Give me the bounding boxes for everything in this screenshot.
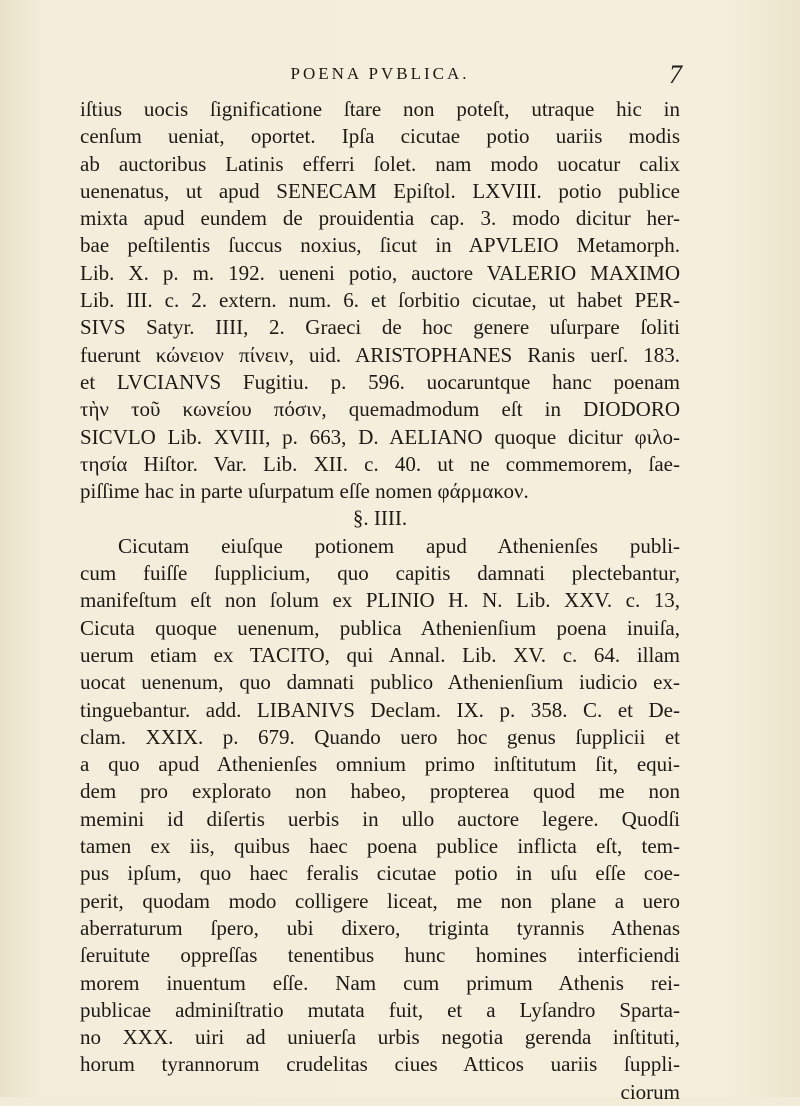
text-line: mixta apud eundem de prouidentia cap. 3. modo dicitur her-	[80, 206, 680, 231]
text-line: aberraturum ſpero, ubi dixero, triginta tyrannis Athenas	[80, 915, 680, 940]
text-line: clam. XXIX. p. 679. Quando uero hoc genus ſupplicii et	[80, 724, 680, 749]
section-heading: §. IIII.	[352, 506, 408, 531]
page-number: 7	[669, 60, 682, 89]
text-line: piſſime hac in parte uſurpatum eſſe nomen φάρμακον.	[80, 479, 529, 504]
page-header	[80, 62, 680, 90]
text-line: morem inuentum eſſe. Nam cum primum Athenis rei-	[80, 970, 680, 995]
text-line: Cicutam eiuſque potionem apud Athenienſes publi-	[118, 533, 680, 558]
text-line: cenſum ueniat, oportet. Ipſa cicutae potio uariis modis	[80, 124, 680, 149]
text-line: dem pro explorato non habeo, propterea quod me non	[80, 779, 680, 804]
text-line: SIVS Satyr. IIII, 2. Graeci de hoc genere uſurpare ſoliti	[80, 315, 680, 340]
text-line: ſeruitute oppreſſas tenentibus hunc homines interficiendi	[80, 943, 680, 968]
text-line: et LVCIANVS Fugitiu. p. 596. uocaruntque hanc poenam	[80, 369, 680, 394]
text-line: a quo apud Athenienſes omnium primo inſtitutum ſit, equi-	[80, 752, 680, 777]
text-line: ab auctoribus Latinis efferri ſolet. nam modo uocatur calix	[80, 151, 680, 176]
text-line: bae peſtilentis ſuccus noxius, ſicut in APVLEIO Metamorph.	[80, 233, 680, 258]
text-line: horum tyrannorum crudelitas ciues Atticos uariis ſuppli-	[80, 1052, 680, 1077]
text-line: perit, quodam modo colligere liceat, me non plane a uero	[80, 888, 680, 913]
text-body	[80, 96, 680, 1106]
text-line: manifeſtum eſt non ſolum ex PLINIO H. N. Lib. XXV. c. 13,	[80, 588, 680, 613]
text-line: τησία Hiſtor. Var. Lib. XII. c. 40. ut ne commemorem, ſae-	[80, 451, 680, 476]
text-line: Lib. X. p. m. 192. ueneni potio, auctore VALERIO MAXIMO	[80, 260, 680, 285]
text-line: Cicuta quoque uenenum, publica Athenienſium poena inuiſa,	[80, 615, 680, 640]
text-line: tamen ex iis, quibus haec poena publice inflicta eſt, tem-	[80, 834, 680, 859]
text-line: uenenatus, ut apud SENECAM Epiſtol. LXVIII. potio publice	[80, 178, 680, 203]
text-line: SICVLO Lib. XVIII, p. 663, D. AELIANO quoque dicitur φιλο-	[80, 424, 680, 449]
text-line: tinguebantur. add. LIBANIVS Declam. IX. p. 358. C. et De-	[80, 697, 680, 722]
running-title: POENA PVBLICA.	[290, 64, 470, 83]
text-line: pus ipſum, quo haec feralis cicutae potio in uſu eſſe coe-	[80, 861, 680, 886]
text-line: Lib. III. c. 2. extern. num. 6. et ſorbitio cicutae, ut habet PER-	[80, 288, 680, 313]
text-line: cum fuiſſe ſupplicium, quo capitis damnati plectebantur,	[80, 561, 680, 586]
text-line: fuerunt κώνειον πίνειν, uid. ARISTOPHANES Ranis uerſ. 183.	[80, 342, 680, 367]
catchword: ciorum	[620, 1079, 680, 1104]
text-line: uerum etiam ex TACITO, qui Annal. Lib. XV. c. 64. illam	[80, 642, 680, 667]
text-line: publicae adminiſtratio mutata fuit, et a Lyſandro Sparta-	[80, 997, 680, 1022]
text-line: memini id diſertis uerbis in ullo auctore legere. Quodſi	[80, 806, 680, 831]
text-line: uocat uenenum, quo damnati publico Athenienſium iudicio ex-	[80, 670, 680, 695]
text-line: τὴν τοῦ κωνείου πόσιν, quemadmodum eſt in DIODORO	[80, 397, 680, 422]
text-line: iſtius uocis ſignificatione ſtare non poteſt, utraque hic in	[80, 97, 680, 121]
text-line: no XXX. uiri ad uniuerſa urbis negotia gerenda inſtituti,	[80, 1025, 680, 1050]
